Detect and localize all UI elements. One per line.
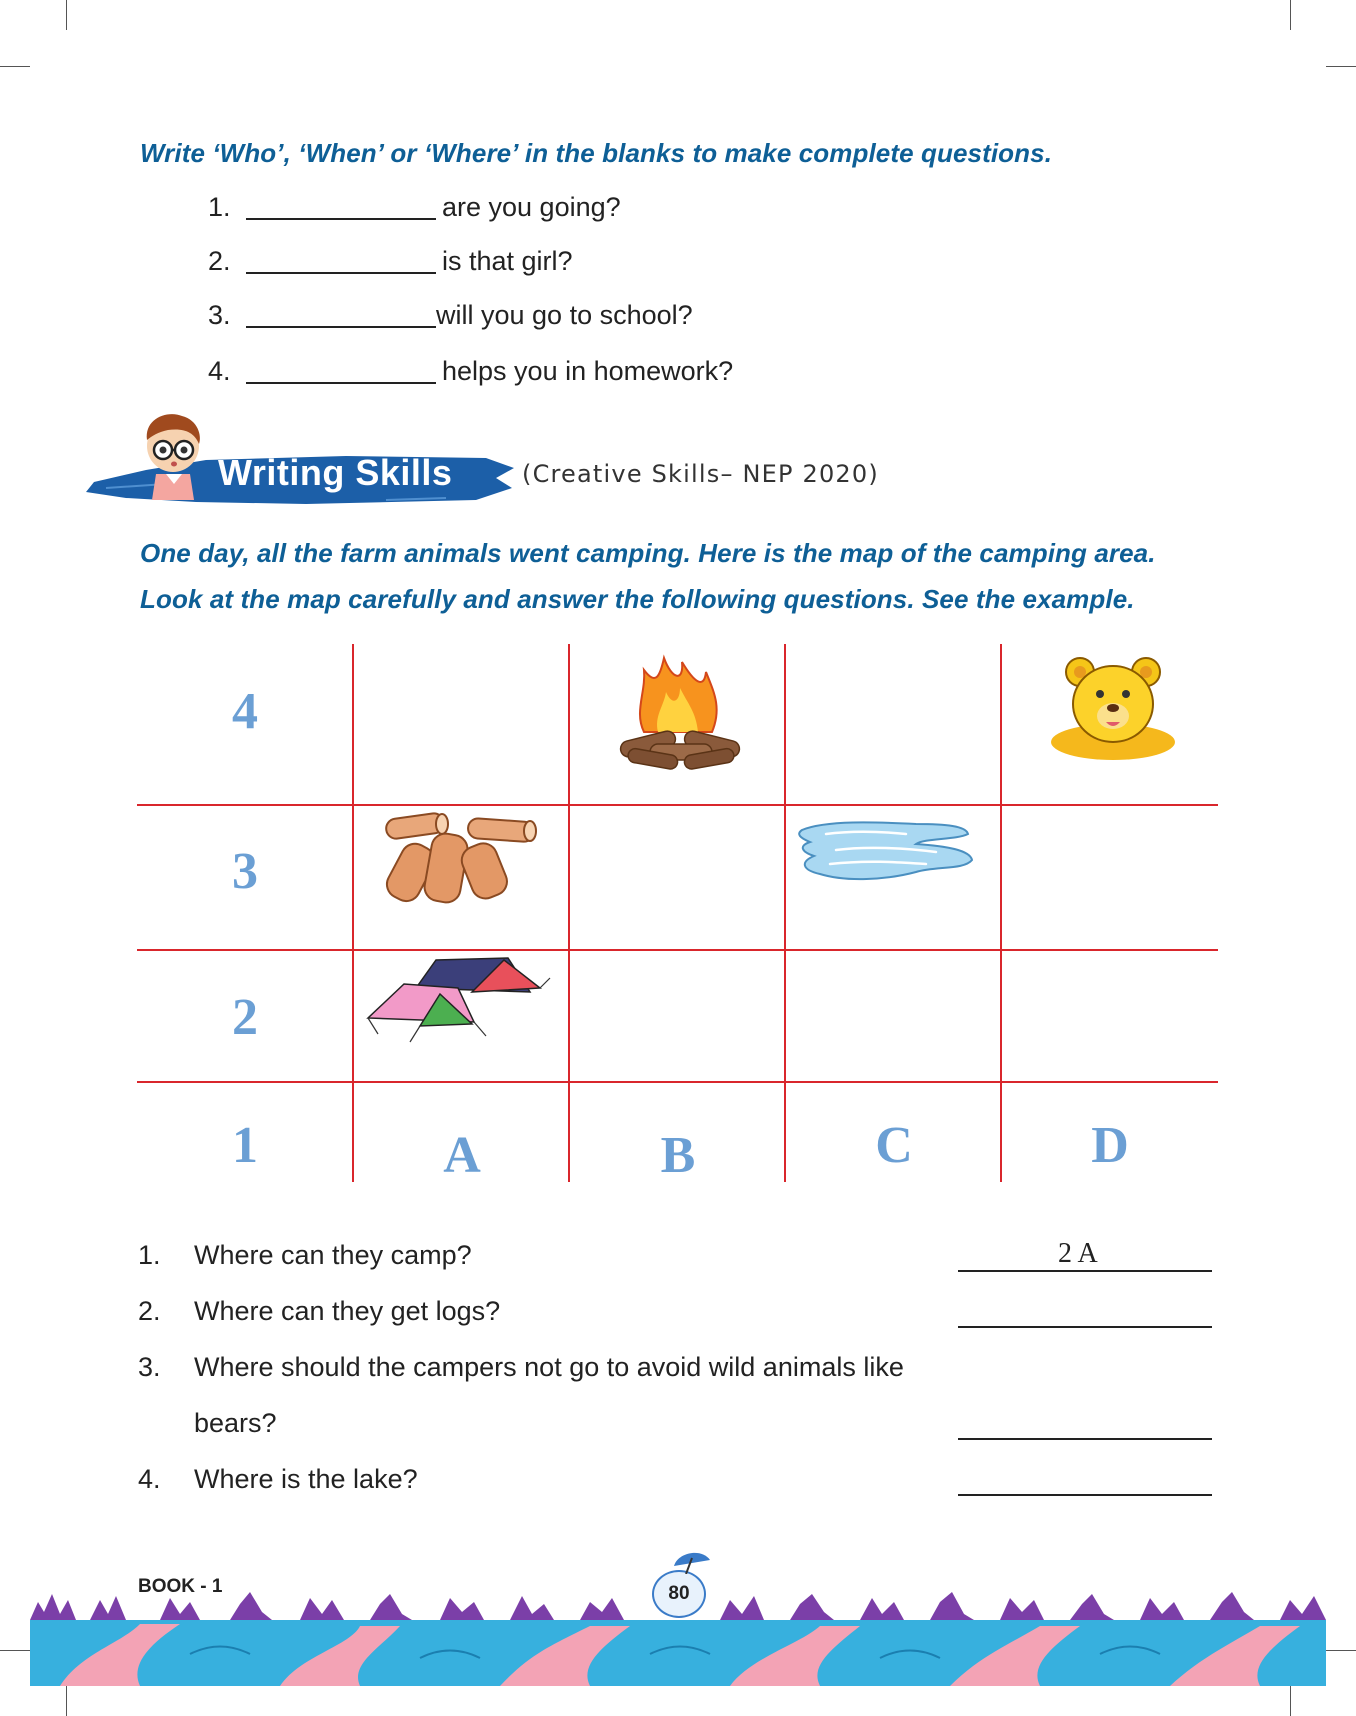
question-text: Where can they get logs? [194,1296,501,1326]
exercise1-item [208,246,573,277]
section-subtitle: (Creative Skills– NEP 2020) [522,460,879,488]
item-number: 4. [208,356,231,386]
crop-mark [1290,1686,1291,1716]
umbrella-icon [672,1548,712,1574]
crop-mark [1326,66,1356,67]
exercise2-instruction: Look at the map carefully and answer the following questions. See the example. [140,584,1135,614]
item-text: helps you in homework? [442,356,734,386]
blank-line[interactable] [246,304,436,328]
exercise1-instruction: Write ‘Who’, ‘When’ or ‘Where’ in the blanks to make complete questions. [140,138,1053,168]
exercise2-instruction: One day, all the farm animals went camping. Here is the map of the camping area. [140,538,1156,568]
item-number: 1. [208,192,231,222]
cartoon-kid-icon [138,408,208,500]
section-title: Writing Skills [218,452,453,493]
exercise1-item [208,300,693,331]
question-item [138,1464,418,1495]
crop-mark [66,0,67,30]
row-label-1: 1 [232,1117,258,1174]
col-label-d: D [1091,1117,1129,1174]
lake-icon [796,816,974,886]
col-label-c: C [875,1117,913,1174]
question-text: Where should the campers not go to avoid wild animals like [194,1352,904,1382]
question-number: 4. [138,1464,161,1494]
question-item [138,1352,904,1383]
row-label-2: 2 [232,989,258,1046]
exercise1-item [208,192,621,223]
logs-icon [382,810,540,906]
crop-mark [1326,1650,1356,1651]
campfire-icon [614,652,748,778]
blank-line[interactable] [246,250,436,274]
crop-mark [0,66,30,67]
tents-icon [364,954,552,1046]
crop-mark [0,1650,30,1651]
item-number: 3. [208,300,231,330]
question-number: 1. [138,1240,161,1270]
blank-line[interactable] [246,196,436,220]
question-number: 3. [138,1352,161,1382]
question-item [138,1240,472,1271]
bear-icon [1050,656,1176,760]
answer-line[interactable] [958,1492,1212,1496]
col-label-a: A [443,1127,481,1184]
book-label: BOOK - 1 [138,1576,223,1597]
answer-line[interactable] [958,1436,1212,1440]
answer-line[interactable] [958,1324,1212,1328]
crop-mark [1290,0,1291,30]
exercise1-item [208,356,733,387]
page-number: 80 [652,1570,706,1618]
question-item [138,1296,500,1327]
col-label-b: B [660,1127,696,1184]
question-text: Where can they camp? [194,1240,472,1270]
decorative-landscape-footer [30,1584,1326,1686]
item-text: will you go to school? [436,300,693,330]
item-text: is that girl? [442,246,573,276]
blank-line[interactable] [246,360,436,384]
row-label-4: 4 [232,683,258,740]
crop-mark [66,1686,67,1716]
row-label-3: 3 [232,843,258,900]
item-number: 2. [208,246,231,276]
example-answer: 2 A [1058,1238,1098,1269]
answer-line[interactable] [958,1268,1212,1272]
question-text: Where is the lake? [194,1464,418,1494]
question-item-continued: bears? [194,1408,277,1438]
item-text: are you going? [442,192,621,222]
question-number: 2. [138,1296,161,1326]
